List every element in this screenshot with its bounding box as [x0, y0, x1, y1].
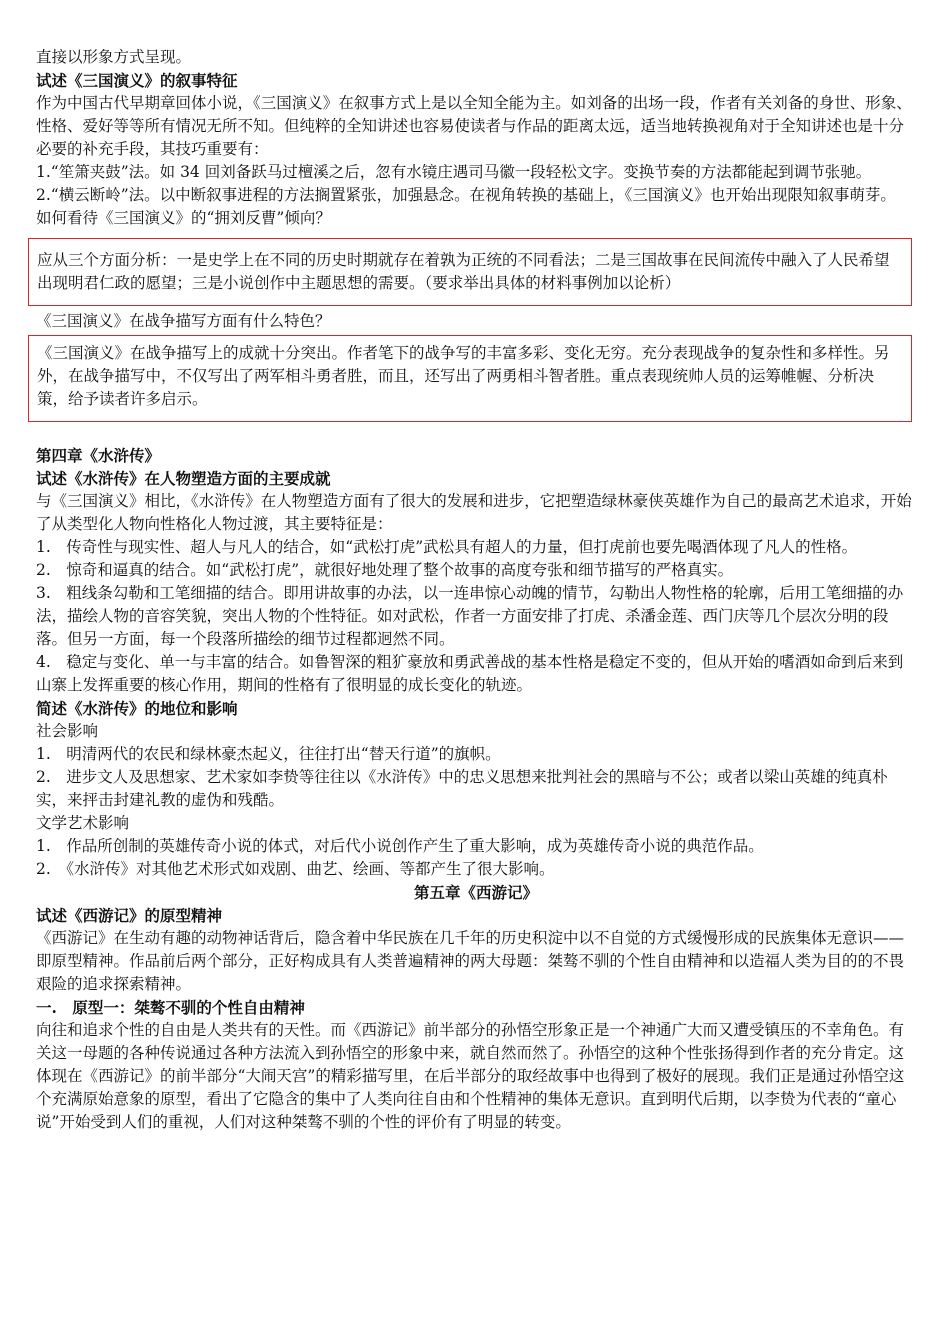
- question-yong-liu-fan-cao: 如何看待《三国演义》的“拥刘反曹”倾向？: [36, 209, 331, 227]
- label-social-influence: 社会影响: [36, 722, 99, 740]
- chapter-four-title: 第四章《水浒传》: [36, 446, 161, 465]
- paragraph-xiyou-prototype: 《西游记》在生动有趣的动物神话背后，隐含着中华民族在几千年的历史积淀中以不自觉的方式缓慢形成的民族集体无意识——即原型精神。作品前后两个部分，正好构成具有人类普遍精神的两大母题：桀骜不驯的个性自由精神和以造福人类为目的的不畏艰险的追求探索精神。: [36, 929, 905, 993]
- heading-sanguo-narrative: 试述《三国演义》的叙事特征: [36, 71, 238, 90]
- paragraph-shuihu-characters: 与《三国演义》相比，《水浒传》在人物塑造方面有了很大的发展和进步，它把塑造绿林豪侠英雄作为自己的最高艺术追求，开始了从类型化人物向性格化人物过渡，其主要特征是：: [36, 492, 912, 533]
- list-item-social-1: 1. 明清两代的农民和绿林豪杰起义，往往打出“替天行道”的旗帜。: [36, 745, 501, 763]
- document-page: [36, 46, 916, 1134]
- answer-yong-liu-text: 应从三个方面分析：一是史学上在不同的历史时期就存在着孰为正统的不同看法；二是三国故事在民间流传中融入了人民希望出现明君仁政的愿望；三是小说创作中主题思想的需要。（要求举出具体的材料事例加以论析）: [37, 251, 890, 292]
- label-art-influence: 文学艺术影响: [36, 814, 130, 832]
- list-item-social-2: 2. 进步文人及思想家、艺术家如李贽等往往以《水浒传》中的忠义思想来批判社会的黑暗与不公；或者以梁山英雄的纯真朴实，来抨击封建礼教的虚伪和残酷。: [36, 768, 888, 809]
- list-item-art-2: 2. 《水浒传》对其他艺术形式如戏剧、曲艺、绘画、等都产生了很大影响。: [36, 860, 555, 878]
- paragraph-sanguo-narrative: 作为中国古代早期章回体小说，《三国演义》在叙事方式上是以全知全能为主。如刘备的出场一段，作者有关刘备的身世、形象、性格、爱好等等所有情况无所不知。但纯粹的全知讲述也容易使读者与作品的距离太远，适当地转换视角对于全知讲述也是十分必要的补充手段，其技巧重要有：: [36, 94, 912, 158]
- heading-xiyou-prototype: 试述《西游记》的原型精神: [36, 906, 223, 925]
- chapter-five-title: 第五章《西游记》: [413, 883, 538, 902]
- answer-box-war: [28, 335, 912, 422]
- list-item-legend-reality: 1. 传奇性与现实性、超人与凡人的结合，如“武松打虎”武松具有超人的力量，但打虎前也要先喝酒体现了凡人的性格。: [36, 538, 858, 556]
- heading-shuihu-influence: 简述《水浒传》的地位和影响: [36, 699, 238, 718]
- list-item-surprise-realism: 2. 惊奇和逼真的结合。如“武松打虎”，就很好地处理了整个故事的高度夸张和细节描写的严格真实。: [36, 561, 734, 579]
- list-item-outline-detail: 3. 粗线条勾勒和工笔细描的结合。即用讲故事的办法，以一连串惊心动魄的情节，勾勒出人物性格的轮廓，后用工笔细描的办法，描绘人物的音容笑貌，突出人物的个性特征。如对武松，作者一方面安排了打虎、杀潘金莲、西门庆等几个层次分明的段落。但另一方面，每一个段落所描绘的细节过程都迥然不同。: [36, 584, 904, 648]
- heading-prototype-one: 一. 原型一：桀骜不驯的个性自由精神: [36, 998, 305, 1017]
- list-item-heng-yun: 2.“横云断岭”法。以中断叙事进程的方法搁置紧张，加强悬念。在视角转换的基础上，《三国演义》也开始出现限知叙事萌芽。: [36, 186, 896, 204]
- spacer: [36, 422, 916, 444]
- paragraph-intro-tail: 直接以形象方式呈现。: [36, 48, 192, 66]
- list-item-stable-change: 4. 稳定与变化、单一与丰富的结合。如鲁智深的粗犷豪放和勇武善战的基本性格是稳定不变的，但从开始的嗜酒如命到后来到山寨上发挥重要的核心作用，期间的性格有了很明显的成长变化的轨迹。: [36, 653, 904, 694]
- list-item-sheng-xiao: 1.“笙箫夹鼓”法。如 34 回刘备跃马过檀溪之后，忽有水镜庄遇司马徽一段轻松文字。变换节奏的方法都能起到调节张驰。: [36, 163, 872, 181]
- answer-war-text: 《三国演义》在战争描写上的成就十分突出。作者笔下的战争写的丰富多彩、变化无穷。充分表现战争的复杂性和多样性。另外，在战争描写中，不仅写出了两军相斗勇者胜，而且，还写出了两勇相斗智者胜。重点表现统帅人员的运筹帷幄、分析决策，给予读者许多启示。: [37, 344, 890, 408]
- answer-box-yong-liu: [28, 238, 912, 306]
- list-item-art-1: 1. 作品所创制的英雄传奇小说的体式，对后代小说创作产生了重大影响，成为英雄传奇小说的典范作品。: [36, 837, 764, 855]
- question-war-description: 《三国演义》在战争描写方面有什么特色？: [36, 312, 331, 330]
- heading-shuihu-characters: 试述《水浒传》在人物塑造方面的主要成就: [36, 469, 331, 488]
- paragraph-prototype-one: 向往和追求个性的自由是人类共有的天性。而《西游记》前半部分的孙悟空形象正是一个神通广大而又遭受镇压的不幸角色。有关这一母题的各种传说通过各种方法流入到孙悟空的形象中来，就自然而然了。孙悟空的这种个性张扬得到作者的充分肯定。这体现在《西游记》的前半部分“大闹天宫”的精彩描写里，在后半部分的取经故事中也得到了极好的展现。我们正是通过孙悟空这个充满原始意象的原型，看出了它隐含的集中了人类向往自由和个性精神的集体无意识。直到明代后期，以李贽为代表的“童心说”开始受到人们的重视，人们对这种桀骜不驯的个性的评价有了明显的转变。: [36, 1021, 905, 1131]
